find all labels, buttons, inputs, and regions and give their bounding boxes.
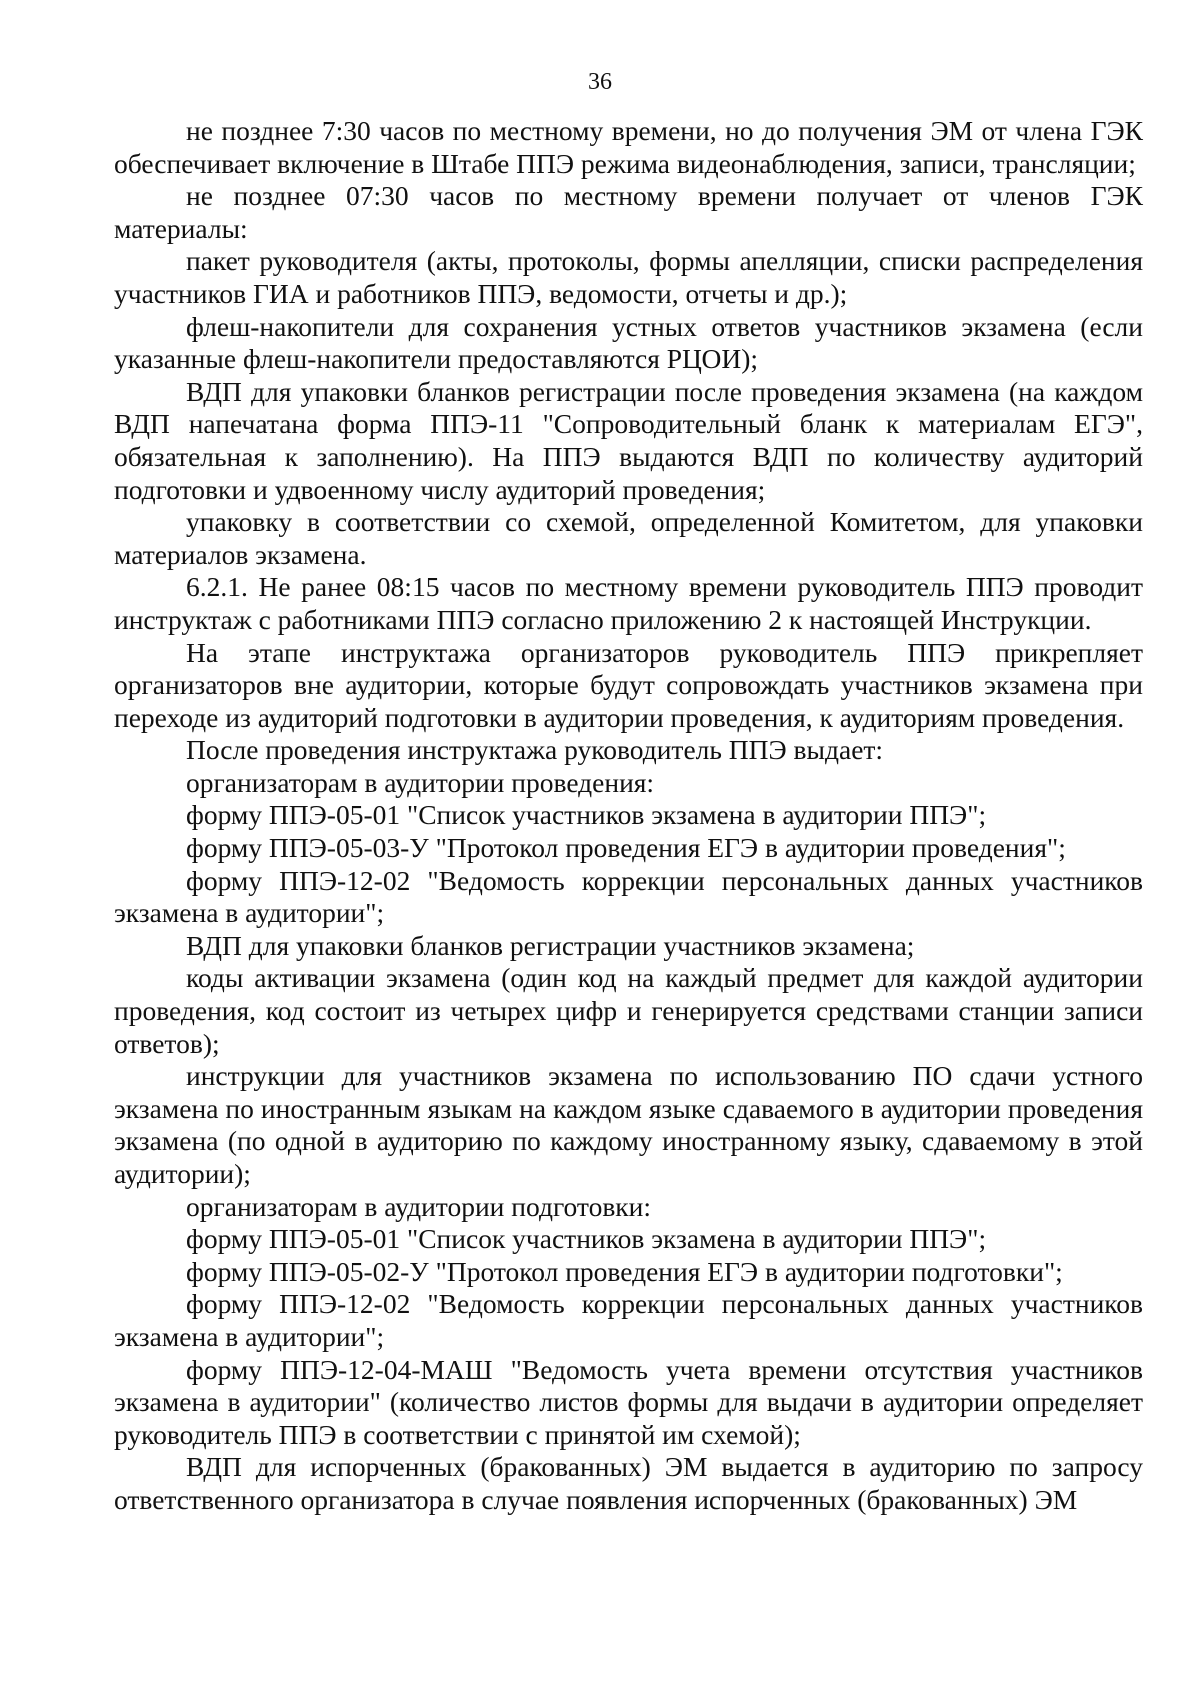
paragraph: форму ППЭ-12-04-МАШ "Ведомость учета времени отсутствия участников экзамена в аудитории" (количество листов формы для выдачи в аудитории определяет руководитель ППЭ в соответствии с принятой им схемой); bbox=[114, 1353, 1143, 1450]
paragraph: После проведения инструктажа руководитель ППЭ выдает: bbox=[186, 734, 884, 766]
paragraph: упаковку в соответствии со схемой, определенной Комитетом, для упаковки материалов экзамена. bbox=[114, 506, 1143, 570]
paragraph: На этапе инструктажа организаторов руководитель ППЭ прикрепляет организаторов вне аудитории, которые будут сопровождать участников экзамена при переходе из аудиторий подготовки в аудитории проведения, к аудиториям проведения. bbox=[114, 636, 1143, 733]
page-number: 36 bbox=[588, 69, 612, 95]
paragraph: форму ППЭ-12-02 "Ведомость коррекции персональных данных участников экзамена в аудитории"; bbox=[114, 1288, 1143, 1352]
paragraph: форму ППЭ-05-03-У "Протокол проведения ЕГЭ в аудитории проведения"; bbox=[186, 832, 1066, 864]
paragraph: ВДП для испорченных (бракованных) ЭМ выдается в аудиторию по запросу ответственного организатора в случае появления испорченных (бракованных) ЭМ bbox=[114, 1451, 1143, 1515]
paragraph: организаторам в аудитории подготовки: bbox=[186, 1190, 652, 1222]
paragraph: форму ППЭ-12-02 "Ведомость коррекции персональных данных участников экзамена в аудитории"; bbox=[114, 864, 1143, 929]
paragraph: форму ППЭ-05-01 "Список участников экзамена в аудитории ППЭ"; bbox=[186, 799, 987, 831]
paragraph: форму ППЭ-05-02-У "Протокол проведения ЕГЭ в аудитории подготовки"; bbox=[186, 1255, 1063, 1287]
document-body bbox=[114, 115, 1143, 1517]
paragraph: флеш-накопители для сохранения устных ответов участников экзамена (если указанные флеш-накопители предоставляются РЦОИ); bbox=[114, 310, 1143, 375]
paragraph: инструкции для участников экзамена по использованию ПО сдачи устного экзамена по иностранным языкам на каждом языке сдаваемого в аудитории проведения экзамена (по одной в аудиторию по каждому иностранному языку, сдаваемому в этой аудитории); bbox=[114, 1060, 1143, 1189]
paragraph: ВДП для упаковки бланков регистрации после проведения экзамена (на каждом ВДП напечатана форма ППЭ-11 "Сопроводительный бланк к материалам ЕГЭ", обязательная к заполнению). На ППЭ выдаются ВДП по количеству аудиторий подготовки и удвоенному числу аудиторий проведения; bbox=[114, 375, 1143, 505]
paragraph: не позднее 07:30 часов по местному времени получает от членов ГЭК материалы: bbox=[114, 180, 1143, 244]
paragraph: не позднее 7:30 часов по местному времени, но до получения ЭМ от члена ГЭК обеспечивает включение в Штабе ППЭ режима видеонаблюдения, записи, трансляции; bbox=[114, 115, 1143, 179]
paragraph: форму ППЭ-05-01 "Список участников экзамена в аудитории ППЭ"; bbox=[186, 1223, 987, 1255]
paragraph: организаторам в аудитории проведения: bbox=[186, 766, 655, 798]
paragraph: 6.2.1. Не ранее 08:15 часов по местному времени руководитель ППЭ проводит инструктаж с работниками ППЭ согласно приложению 2 к настоящей Инструкции. bbox=[114, 571, 1143, 635]
paragraph: пакет руководителя (акты, протоколы, формы апелляции, списки распределения участников ГИА и работников ППЭ, ведомости, отчеты и др.); bbox=[114, 245, 1143, 309]
paragraph: коды активации экзамена (один код на каждый предмет для каждой аудитории проведения, код состоит из четырех цифр и генерируется средствами станции записи ответов); bbox=[114, 962, 1143, 1059]
paragraph: ВДП для упаковки бланков регистрации участников экзамена; bbox=[186, 929, 915, 961]
